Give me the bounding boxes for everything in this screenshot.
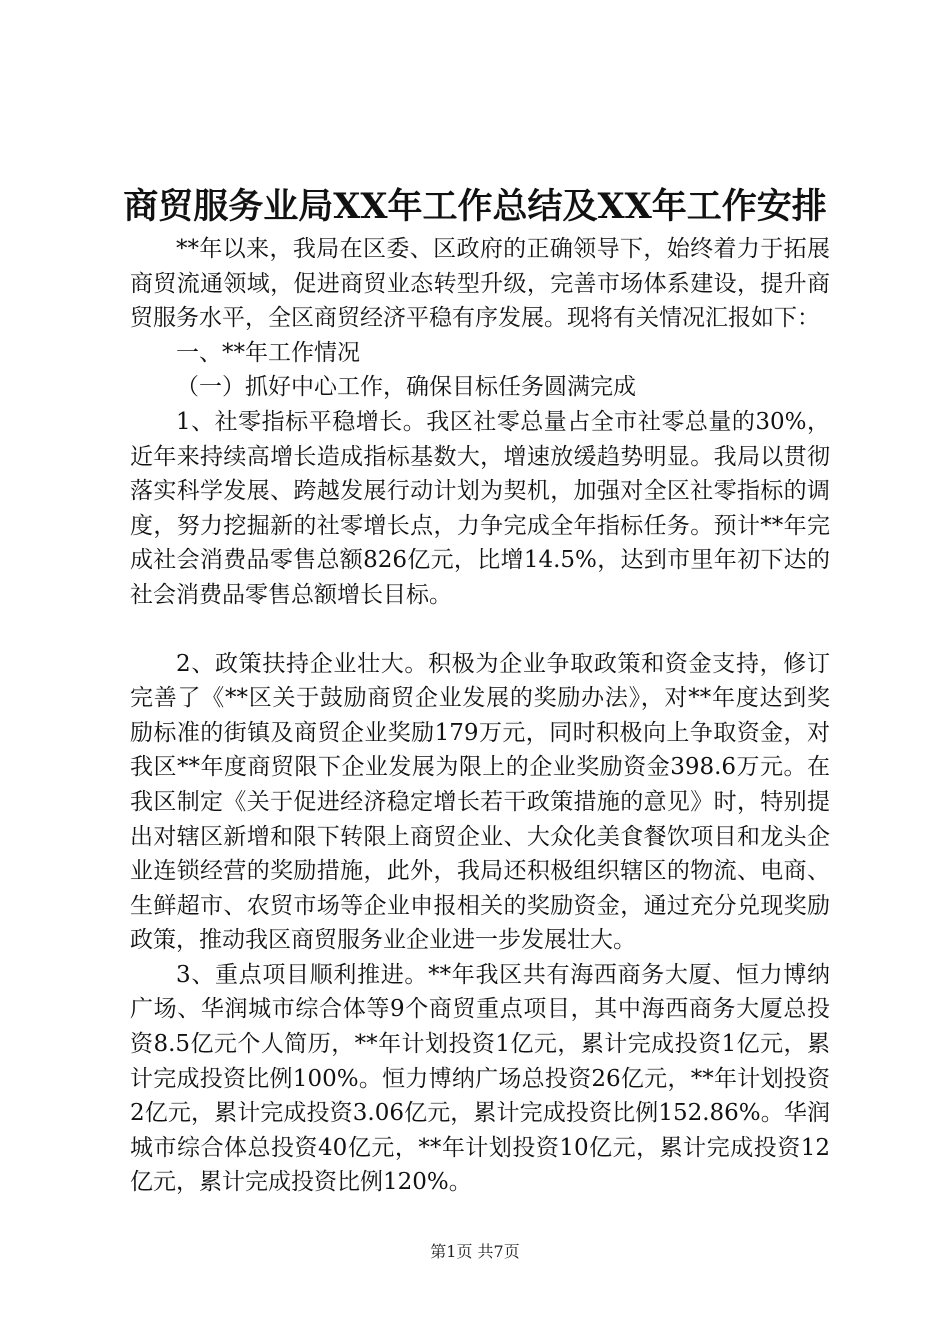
section-heading-1: 一、**年工作情况 bbox=[176, 339, 360, 366]
paragraph-retail-index: 1、社零指标平稳增长。我区社零总量占全市社零总量的30%，近年来持续高增长造成指标基数大，增速放缓趋势明显。我局以贯彻落实科学发展、跨越发展行动计划为契机，加强对全区社零指标的调度，努力挖掘新的社零增长点，力争完成全年指标任务。预计**年完成社会消费品零售总额826亿元，比增14.5%，达到市里年初下达的社会消费品零售总额增长目标。 bbox=[130, 408, 830, 608]
paragraph-policy-support: 2、政策扶持企业壮大。积极为企业争取政策和资金支持，修订完善了《**区关于鼓励商贸企业发展的奖励办法》，对**年度达到奖励标准的街镇及商贸企业奖励179万元，同时积极向上争取资金，对我区**年度商贸限下企业发展为限上的企业奖励资金398.6万元。在我区制定《关于促进经济稳定增长若干政策措施的意见》时，特别提出对辖区新增和限下转限上商贸企业、大众化美食餐饮项目和龙头企业连锁经营的奖励措施，此外，我局还积极组织辖区的物流、电商、生鲜超市、农贸市场等企业申报相关的奖励资金，通过充分兑现奖励政策，推动我区商贸服务业企业进一步发展壮大。 bbox=[130, 650, 830, 954]
document-body bbox=[130, 232, 830, 1200]
document-title: 商贸服务业局XX年工作总结及XX年工作安排 bbox=[123, 186, 827, 227]
subsection-heading-1: （一）抓好中心工作，确保目标任务圆满完成 bbox=[176, 374, 636, 401]
paragraph-key-projects: 3、重点项目顺利推进。**年我区共有海西商务大厦、恒力博纳广场、华润城市综合体等9个商贸重点项目，其中海西商务大厦总投资8.5亿元个人简历，**年计划投资1亿元，累计完成投资1亿元，累计完成投资比例100%。恒力博纳广场总投资26亿元，**年计划投资2亿元，累计完成投资3.06亿元，累计完成投资比例152.86%。华润城市综合体总投资40亿元，**年计划投资10亿元，累计完成投资12亿元，累计完成投资比例120%。 bbox=[130, 961, 830, 1196]
page-footer: 第1页 共7页 bbox=[430, 1242, 520, 1261]
intro-paragraph: **年以来，我局在区委、区政府的正确领导下，始终着力于拓展商贸流通领域，促进商贸业态转型升级，完善市场体系建设，提升商贸服务水平，全区商贸经济平稳有序发展。现将有关情况汇报如下： bbox=[130, 236, 830, 332]
